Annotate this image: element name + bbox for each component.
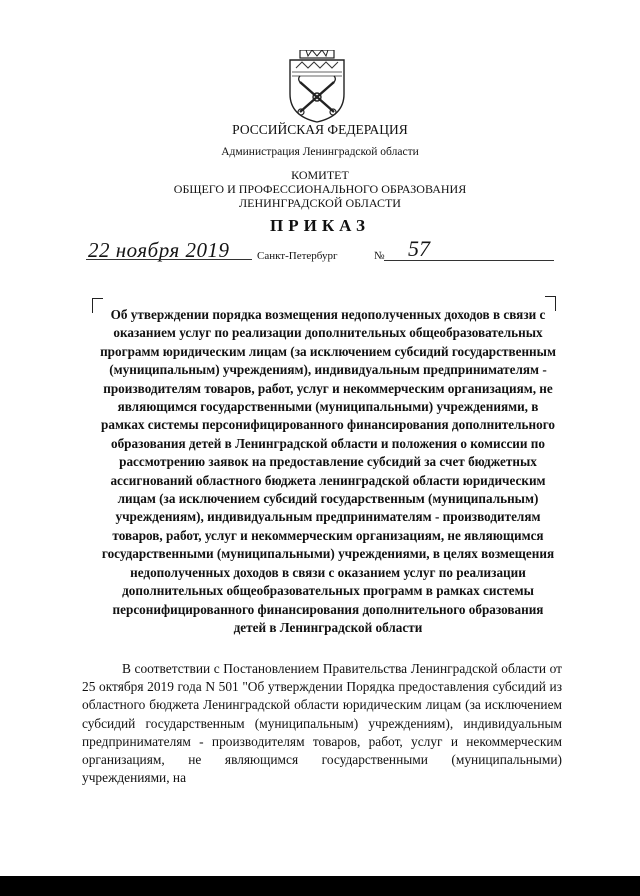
document-type-heading: ПРИКАЗ [270,216,370,235]
order-title: Об утверждении порядка возмещения недополученных доходов в связи с оказанием услуг по реализации дополнительных общеобразовательных программ юридическим лицам (за исключением субсидий государственным (муниципальным) учреждениям), индивидуальным предпринимателям - производителям товаров, работ, услуг и некоммерческим организациям, не являющимся государственными (муниципальными) учреждениями, в рамках системы персонифицированного финансирования дополнительного образования детей в Ленинградской области и положения о комиссии по рассмотрению заявок на предоставление субсидий за счет бюджетных ассигнований областного бюджета ленинградской области юридическим лицам (за исключением субсидий государственным (муниципальным) учреждениям), индивидуальным предпринимателям - производителям товаров, работ, услуг и некоммерческим организациям, не являющимся государственными (муниципальными) учреждениями, в целях возмещения недополученных доходов в связи с оказанием услуг по реализации дополнительных общеобразовательных программ в рамках системы персонифицированного финансирования дополнительного образования детей в Ленинградской области [100,307,556,635]
committee-line-1: КОМИТЕТ [291,168,349,182]
administration-name: Администрация Ленинградской области [221,146,419,158]
coat-of-arms-icon [286,50,348,124]
handwritten-date: 22 ноября 2019 [88,238,230,262]
city-name: Санкт-Петербург [257,250,338,262]
handwritten-number: 57 [408,236,430,261]
committee-name [0,168,640,210]
number-sign: № [374,250,385,262]
body-paragraph: В соответствии с Постановлением Правительства Ленинградской области от 25 октября 2019 года N 501 "Об утверждении Порядка предоставления субсидий из областного бюджета Ленинградской области юридическим лицам (за исключением субсидий государственным (муниципальным) учреждениям), индивидуальным предпринимателям - производителям товаров, работ, услуг и некоммерческим организациям, не являющимся государственными (муниципальными) учреждениями, на [82,661,562,786]
committee-line-3: ЛЕНИНГРАДСКОЙ ОБЛАСТИ [239,196,401,210]
number-underline [384,260,554,261]
committee-line-2: ОБЩЕГО И ПРОФЕССИОНАЛЬНОГО ОБРАЗОВАНИЯ [173,182,467,196]
country-name: РОССИЙСКАЯ ФЕДЕРАЦИЯ [232,122,408,137]
scan-bottom-border [0,876,640,896]
date-underline [86,259,252,260]
